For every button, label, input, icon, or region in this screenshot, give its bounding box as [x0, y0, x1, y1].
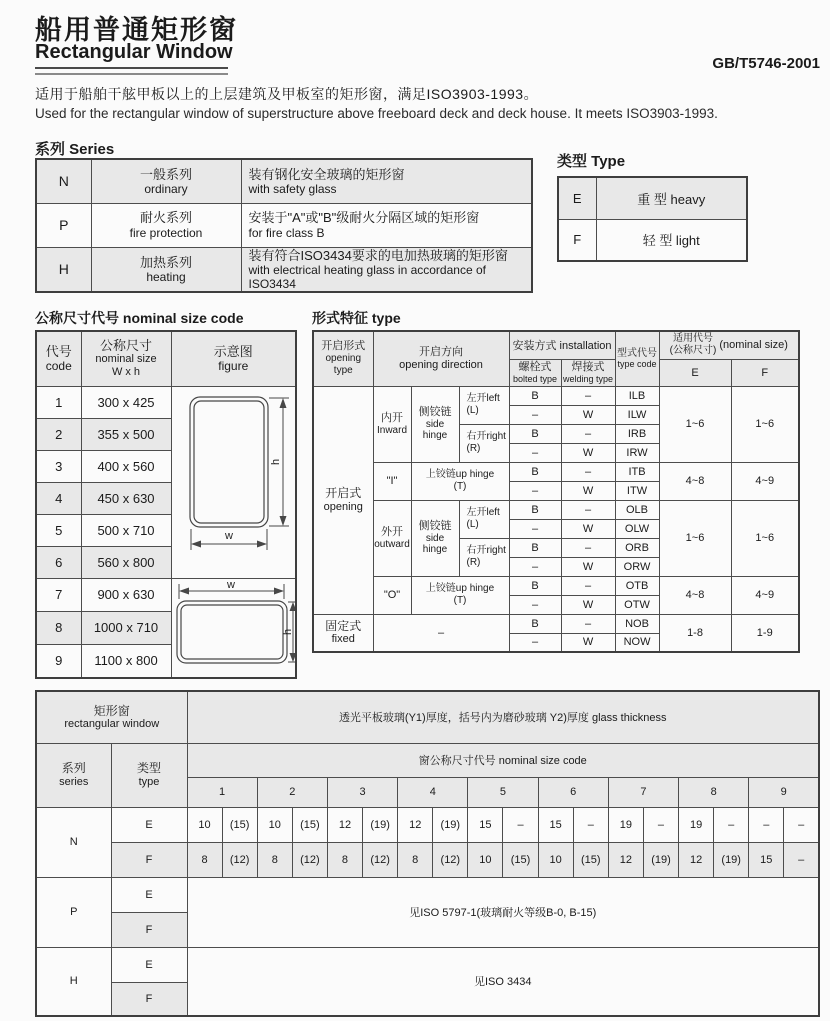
- type-name: 重 型 heavy: [596, 177, 747, 219]
- form-group-inward: [373, 386, 411, 462]
- series-code: P: [36, 203, 91, 247]
- cell-welded: W: [561, 481, 615, 500]
- cell-label-en: outward: [374, 538, 410, 550]
- form-group-fixed: [313, 614, 373, 652]
- cell-bolted: –: [509, 557, 561, 576]
- series-n: N: [36, 807, 111, 877]
- glass-header-series: [36, 743, 111, 807]
- form-direction-up: [411, 576, 509, 614]
- cell-bolted: B: [509, 538, 561, 557]
- cell-welded: W: [561, 405, 615, 424]
- value-cell: 10: [468, 842, 503, 877]
- cell-label: 右开right: [466, 545, 506, 557]
- value-cell: 10: [538, 842, 573, 877]
- header-label-en: code: [45, 359, 72, 374]
- glass-header-thickness: 透光平板玻璃(Y1)厚度，括号内为磨砂玻璃 Y2)厚度 glass thickness: [187, 691, 819, 743]
- type-e: E: [111, 947, 187, 982]
- form-fixed-dash: –: [373, 614, 509, 652]
- value-cell: 8: [398, 842, 433, 877]
- cell-label-zh: 内开: [381, 411, 403, 424]
- cell-type-code: OTB: [615, 576, 659, 595]
- value-cell: (15): [573, 842, 608, 877]
- num-header: 4: [398, 777, 468, 807]
- cell-welded: W: [561, 633, 615, 652]
- series-desc-zh: 装有符合ISO3434要求的电加热玻璃的矩形窗: [248, 247, 508, 263]
- size-code: 2: [36, 418, 81, 450]
- size-code: 6: [36, 546, 81, 578]
- table-row: [36, 203, 532, 247]
- series-section-label: 系列 Series: [35, 141, 115, 158]
- size-value: 355 x 500: [81, 418, 171, 450]
- series-name: [91, 247, 241, 292]
- value-cell: (15): [503, 842, 538, 877]
- form-direction-left: [459, 500, 509, 538]
- cell-bolted: B: [509, 386, 561, 405]
- cell-welded: W: [561, 443, 615, 462]
- value-cell: –: [714, 807, 749, 842]
- cell-type-code: NOB: [615, 614, 659, 633]
- num-header: 5: [468, 777, 538, 807]
- value-cell: –: [573, 807, 608, 842]
- range-f: 1~6: [731, 386, 799, 462]
- series-desc-en: with safety glass: [248, 181, 337, 196]
- form-group-o: "O": [373, 576, 411, 614]
- cell-welded: –: [561, 386, 615, 405]
- size-code: 9: [36, 644, 81, 677]
- size-section-label: 公称尺寸代号 nominal size code: [35, 310, 244, 326]
- cell-label: (L): [466, 405, 479, 416]
- value-cell: (12): [292, 842, 327, 877]
- size-value: 450 x 630: [81, 482, 171, 514]
- type-f: F: [111, 842, 187, 877]
- form-direction-up: [411, 462, 509, 500]
- header-label-zh: 矩形窗: [93, 703, 130, 718]
- header-label-zh: 适用代号: [672, 333, 713, 345]
- cell-label-zh: 开启式: [325, 486, 362, 501]
- series-h: H: [36, 947, 111, 1016]
- header-label-en: nominal size: [95, 353, 157, 366]
- range-e: 1-8: [659, 614, 731, 652]
- dimension-label-h: h: [269, 458, 282, 465]
- series-desc-zh: 安装于"A"或"B"级耐火分隔区域的矩形窗: [248, 210, 480, 226]
- type-table: [557, 176, 748, 262]
- series-desc: [241, 159, 532, 203]
- num-header: 9: [749, 777, 819, 807]
- cell-label-en: fixed: [331, 633, 355, 646]
- window-figure-landscape: [172, 579, 297, 672]
- cell-welded: –: [561, 576, 615, 595]
- form-header-type-code: [615, 331, 659, 386]
- cell-label: (T): [453, 595, 467, 606]
- form-direction-right: [459, 538, 509, 576]
- size-value: 300 x 425: [81, 386, 171, 418]
- table-row: [36, 159, 532, 203]
- table-header-row: [36, 743, 819, 777]
- form-header-e: E: [659, 359, 731, 386]
- header-label-zh: 螺栓式: [518, 360, 552, 373]
- header-label-zh: 示意图: [213, 344, 253, 359]
- form-group-side-hinge: [411, 500, 459, 576]
- size-code: 7: [36, 578, 81, 611]
- window-outline-inner: [194, 401, 264, 523]
- cell-bolted: B: [509, 500, 561, 519]
- header-label-en: type: [138, 775, 160, 788]
- form-group-side-hinge: [411, 386, 459, 462]
- table-row: [313, 500, 799, 519]
- value-cell: 8: [187, 842, 222, 877]
- value-cell: 15: [749, 842, 784, 877]
- form-header-f: F: [731, 359, 799, 386]
- header-label-en: welding type: [562, 373, 614, 384]
- cell-type-code: ILW: [615, 405, 659, 424]
- glass-header-window: [36, 691, 187, 743]
- cell-bolted: –: [509, 443, 561, 462]
- dimension-label-w: w: [224, 529, 233, 542]
- series-desc: [241, 203, 532, 247]
- value-cell: 8: [327, 842, 362, 877]
- value-cell: 12: [398, 807, 433, 842]
- value-cell: (19): [714, 842, 749, 877]
- series-desc-zh: 装有钢化安全玻璃的矩形窗: [248, 166, 405, 182]
- header-label-en: figure: [218, 359, 249, 374]
- range-f: 1~6: [731, 500, 799, 576]
- value-cell: 10: [257, 807, 292, 842]
- type-section-label: 类型 Type: [557, 153, 626, 170]
- num-header: 1: [187, 777, 257, 807]
- cell-welded: –: [561, 538, 615, 557]
- cell-label-en: hinge: [422, 544, 448, 556]
- table-row: [36, 842, 819, 877]
- cell-type-code: OTW: [615, 595, 659, 614]
- page-title-en: Rectangular Window: [35, 41, 233, 63]
- cell-label: (R): [466, 443, 481, 454]
- table-row: [313, 614, 799, 633]
- form-header-direction: [373, 331, 509, 386]
- table-row: [36, 247, 532, 292]
- range-e: 4~8: [659, 462, 731, 500]
- type-f: F: [111, 982, 187, 1016]
- form-table: [312, 330, 800, 653]
- series-table: [35, 158, 533, 293]
- table-header-row: [313, 331, 799, 359]
- series-name-zh: 加热系列: [139, 254, 192, 270]
- size-header-code: [36, 331, 81, 386]
- series-name: [91, 159, 241, 203]
- header-label-zh: 焊接式: [571, 360, 605, 373]
- series-name-en: heating: [146, 269, 186, 284]
- header-label-en: rectangular window: [64, 717, 160, 730]
- cell-welded: –: [561, 614, 615, 633]
- window-figure-portrait: [172, 387, 297, 573]
- size-value: 500 x 710: [81, 514, 171, 546]
- cell-label-en: side: [425, 532, 445, 544]
- type-code: F: [558, 219, 596, 261]
- cell-bolted: –: [509, 519, 561, 538]
- table-row: [313, 462, 799, 481]
- cell-welded: –: [561, 500, 615, 519]
- p-series-note: 见ISO 5797-1(玻璃耐火等级B-0, B-15): [187, 877, 819, 947]
- cell-type-code: ITB: [615, 462, 659, 481]
- dimension-label-w: w: [226, 578, 235, 591]
- size-value: 400 x 560: [81, 450, 171, 482]
- title-double-rule: [35, 67, 228, 75]
- size-code: 5: [36, 514, 81, 546]
- value-cell: 12: [327, 807, 362, 842]
- cell-label-zh: 固定式: [325, 619, 362, 634]
- cell-type-code: ILB: [615, 386, 659, 405]
- cell-type-code: ORW: [615, 557, 659, 576]
- value-cell: (19): [643, 842, 678, 877]
- size-table: [35, 330, 297, 679]
- cell-type-code: OLB: [615, 500, 659, 519]
- range-e: 1~6: [659, 500, 731, 576]
- cell-label: 左开left: [466, 393, 500, 405]
- glass-thickness-table: [35, 690, 820, 1017]
- series-name-zh: 一般系列: [139, 166, 192, 182]
- header-label-en: type code: [617, 359, 657, 370]
- cell-label-en: opening: [323, 500, 363, 513]
- cell-label: (T): [453, 481, 467, 492]
- cell-type-code: NOW: [615, 633, 659, 652]
- cell-bolted: –: [509, 405, 561, 424]
- series-name-zh: 耐火系列: [139, 210, 192, 226]
- size-value: 1000 x 710: [81, 611, 171, 644]
- header-label-en: opening: [325, 353, 362, 365]
- form-header-welding: [561, 359, 615, 386]
- cell-bolted: –: [509, 633, 561, 652]
- form-header-bolted: [509, 359, 561, 386]
- value-cell: 19: [679, 807, 714, 842]
- type-f: F: [111, 912, 187, 947]
- series-code: N: [36, 159, 91, 203]
- series-code: H: [36, 247, 91, 292]
- form-group-i: "I": [373, 462, 411, 500]
- cell-bolted: B: [509, 424, 561, 443]
- cell-welded: –: [561, 424, 615, 443]
- cell-label-zh: 侧铰链: [418, 405, 452, 418]
- cell-type-code: ORB: [615, 538, 659, 557]
- header-label-en: opening direction: [399, 358, 483, 371]
- form-group-opening: [313, 386, 373, 614]
- value-cell: (12): [363, 842, 398, 877]
- cell-bolted: –: [509, 595, 561, 614]
- value-cell: 10: [187, 807, 222, 842]
- form-direction-left: [459, 386, 509, 424]
- form-header-applicable: [659, 331, 799, 359]
- value-cell: –: [784, 842, 819, 877]
- cell-label-en: hinge: [422, 430, 448, 442]
- header-label-zh: 系列: [61, 761, 86, 776]
- description-en: Used for the rectangular window of superstructure above freeboard deck and deck house. It meets ISO3903-1993.: [35, 106, 718, 121]
- value-cell: –: [784, 807, 819, 842]
- cell-type-code: IRB: [615, 424, 659, 443]
- num-header: 3: [327, 777, 397, 807]
- cell-label: 右开right: [466, 431, 506, 443]
- header-label-zh: 公称尺寸: [99, 338, 152, 354]
- value-cell: –: [643, 807, 678, 842]
- value-cell: 8: [257, 842, 292, 877]
- num-header: 6: [538, 777, 608, 807]
- cell-bolted: –: [509, 481, 561, 500]
- type-e: E: [111, 877, 187, 912]
- figure-landscape-cell: [171, 578, 296, 678]
- form-header-opening-type: [313, 331, 373, 386]
- cell-type-code: OLW: [615, 519, 659, 538]
- header-label-zh: 型式代号: [617, 347, 658, 359]
- value-cell: –: [749, 807, 784, 842]
- header-label-zh: 代号: [45, 344, 72, 359]
- cell-welded: W: [561, 595, 615, 614]
- value-cell: (12): [222, 842, 257, 877]
- value-cell: (19): [363, 807, 398, 842]
- cell-bolted: B: [509, 614, 561, 633]
- cell-type-code: ITW: [615, 481, 659, 500]
- cell-label: (R): [466, 557, 481, 568]
- num-header: 8: [679, 777, 749, 807]
- series-name: [91, 203, 241, 247]
- table-row: [36, 807, 819, 842]
- standard-number: GB/T5746-2001: [712, 55, 820, 72]
- cell-bolted: B: [509, 576, 561, 595]
- size-code: 1: [36, 386, 81, 418]
- h-series-note: 见ISO 3434: [187, 947, 819, 1016]
- size-value: 900 x 630: [81, 578, 171, 611]
- table-row: [558, 219, 747, 261]
- value-cell: (12): [433, 842, 468, 877]
- series-desc: [241, 247, 532, 292]
- value-cell: (15): [222, 807, 257, 842]
- cell-welded: –: [561, 462, 615, 481]
- value-cell: (15): [292, 807, 327, 842]
- header-label-zh: 开启方向: [419, 345, 463, 358]
- value-cell: 12: [679, 842, 714, 877]
- cell-bolted: B: [509, 462, 561, 481]
- range-f: 1-9: [731, 614, 799, 652]
- form-group-outward: [373, 500, 411, 576]
- series-desc-en: with electrical heating glass in accordance of ISO3434: [248, 262, 486, 291]
- table-row: [36, 877, 819, 912]
- table-row: [36, 947, 819, 982]
- cell-label-en: Inward: [376, 424, 407, 436]
- window-outline-outer: [177, 601, 287, 663]
- header-label-zh: (公称尺寸): [669, 345, 717, 357]
- size-value: 560 x 800: [81, 546, 171, 578]
- table-header-row: [36, 331, 296, 386]
- cell-label: 左开left: [466, 507, 500, 519]
- series-desc-en: for fire class B: [248, 225, 325, 240]
- series-name-en: ordinary: [144, 181, 188, 196]
- header-label-en: type: [333, 365, 353, 377]
- figure-portrait-cell: [171, 386, 296, 578]
- cell-type-code: IRW: [615, 443, 659, 462]
- size-header-figure: [171, 331, 296, 386]
- cell-welded: W: [561, 557, 615, 576]
- header-label-en: series: [59, 775, 89, 788]
- page-title-zh: 船用普通矩形窗: [35, 15, 238, 45]
- range-e: 4~8: [659, 576, 731, 614]
- cell-label-zh: 外开: [381, 525, 403, 538]
- series-p: P: [36, 877, 111, 947]
- glass-header-size-code: 窗公称尺寸代号 nominal size code: [187, 743, 819, 777]
- table-row: [558, 177, 747, 219]
- value-cell: 15: [538, 807, 573, 842]
- cell-label: 上铰链up hinge: [425, 469, 495, 481]
- window-outline-inner: [181, 605, 283, 659]
- value-cell: 15: [468, 807, 503, 842]
- series-name-en: fire protection: [129, 225, 203, 240]
- cell-label: 上铰链up hinge: [425, 583, 495, 595]
- cell-label: (L): [466, 519, 479, 530]
- window-outline-outer: [190, 397, 268, 527]
- value-cell: (19): [433, 807, 468, 842]
- glass-header-type: [111, 743, 187, 807]
- description-zh: 适用于船舶干舷甲板以上的上层建筑及甲板室的矩形窗，满足ISO3903-1993。: [35, 86, 539, 102]
- size-header-size: [81, 331, 171, 386]
- range-e: 1~6: [659, 386, 731, 462]
- form-header-installation: 安装方式 installation: [509, 331, 615, 359]
- table-row: [313, 386, 799, 405]
- size-code: 3: [36, 450, 81, 482]
- range-f: 4~9: [731, 462, 799, 500]
- type-e: E: [111, 807, 187, 842]
- num-header: 7: [608, 777, 678, 807]
- cell-label-zh: 侧铰链: [418, 519, 452, 532]
- header-label-zh: 类型: [136, 761, 161, 776]
- size-code: 8: [36, 611, 81, 644]
- table-row: [36, 578, 296, 611]
- type-name: 轻 型 light: [596, 219, 747, 261]
- value-cell: –: [503, 807, 538, 842]
- num-header: 2: [257, 777, 327, 807]
- header-label-en: (nominal size): [719, 339, 788, 352]
- dimension-label-h: h: [281, 628, 294, 635]
- header-label-zh: 开启形式: [321, 340, 366, 353]
- header-label-wh: W x h: [111, 366, 141, 379]
- range-f: 4~9: [731, 576, 799, 614]
- type-code: E: [558, 177, 596, 219]
- size-code: 4: [36, 482, 81, 514]
- value-cell: 19: [608, 807, 643, 842]
- table-header-row: [36, 691, 819, 743]
- table-row: [313, 576, 799, 595]
- value-cell: 12: [608, 842, 643, 877]
- form-section-label: 形式特征 type: [312, 310, 401, 326]
- header-label-en: bolted type: [512, 373, 558, 384]
- table-row: [36, 386, 296, 418]
- cell-welded: W: [561, 519, 615, 538]
- cell-label-en: side: [425, 418, 445, 430]
- form-direction-right: [459, 424, 509, 462]
- size-value: 1100 x 800: [81, 644, 171, 677]
